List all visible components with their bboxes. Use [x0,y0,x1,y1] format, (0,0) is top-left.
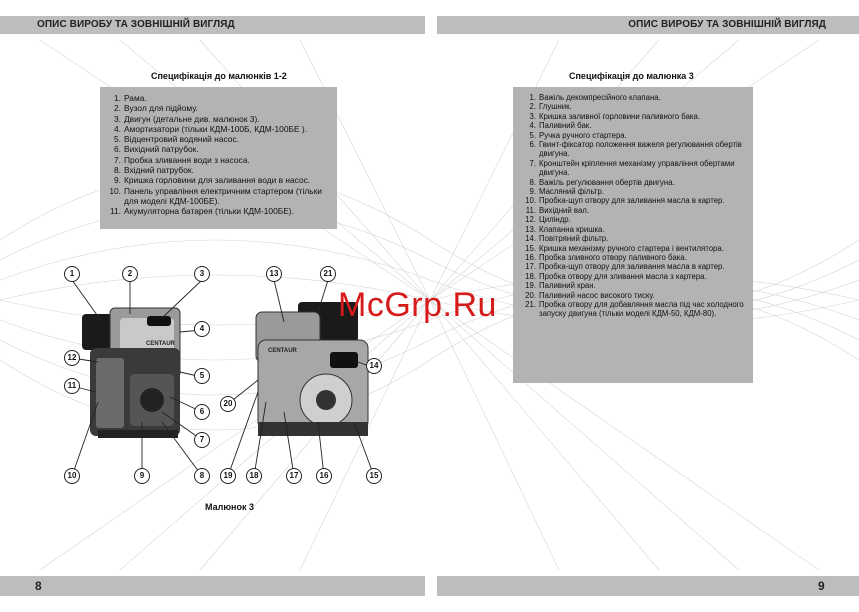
watermark: McGrp.Ru [338,286,497,324]
spec-item-number: 4. [529,121,536,131]
callout-14: 14 [366,358,382,374]
spec-item [108,134,331,144]
spec-item [108,93,331,103]
spec-item-number: 11. [109,206,121,217]
spec-item [521,253,747,262]
spec-item-text: Кришка заливної горловини паливного бака. [539,111,701,121]
spec-item [108,165,331,175]
spec-item [108,114,331,124]
spec-item-text: Важіль декомпресійного клапана. [539,93,661,102]
spec-item-text: Паливний кран. [539,281,596,291]
spec-item-number: 9. [529,187,536,197]
spec-item-number: 2. [529,102,536,112]
spec-item [521,112,747,121]
spec-item-number: 18. [525,271,536,281]
spec-item-number: 7. [114,154,121,165]
spec-item-number: 15. [525,243,536,253]
spec-item-number: 1. [114,93,121,103]
spec-item [521,196,747,205]
footer-bar-left [0,576,425,596]
spec-item [521,93,747,102]
spec-item-text: Кронштейн кріплення механізму управління обертами двигуна. [539,158,735,178]
spec-item-number: 14. [525,234,536,244]
spec-item-number: 17. [525,262,536,272]
callout-3: 3 [194,266,210,282]
spec-item-text: Акумуляторна батарея (тільки КДМ-100БЕ). [124,206,294,217]
spec-item-text: Кришка горловини для заливання води в насос. [124,175,311,186]
spec-item-text: Паливний бак. [539,121,592,131]
spec-item [521,131,747,140]
spec-item-text: Амортизатори (тільки КДМ-100Б, КДМ-100БЕ ). [124,123,308,134]
spec-item [521,102,747,111]
spec-item [521,262,747,271]
spec-item [521,272,747,281]
spec-list-right [521,93,747,319]
callout-13: 13 [266,266,282,282]
callout-17: 17 [286,468,302,484]
spec-item-number: 6. [114,144,121,155]
spec-item-number: 8. [529,177,536,187]
callout-16: 16 [316,468,332,484]
spec-item-text: Панель управління електричним стартером (тільки для моделі КДМ-100БЕ). [124,185,322,206]
spec-title-left: Специфікація до малюнків 1-2 [151,71,287,81]
callout-12: 12 [64,350,80,366]
spec-item-text: Паливний насос високого тиску. [539,290,655,300]
callout-10: 10 [64,468,80,484]
spec-item-text: Рама. [124,93,147,103]
spec-item-number: 20. [525,290,536,300]
spec-item-number: 8. [114,165,121,176]
spec-item-text: Пробка отвору для добавляння масла під час холодного запуску двигуна (тільки моделі КДМ-50, КДМ-80). [539,299,744,319]
spec-item-text: Важіль регулювання обертів двигуна. [539,177,675,187]
spec-item-number: 5. [529,130,536,140]
spec-item-text: Гвинт-фіксатор положення важеля регулювання обертів двигуна. [539,140,742,159]
spec-item-text: Вхідний патрубок. [124,165,194,176]
callout-1: 1 [64,266,80,282]
spec-item-text: Повітряний фільтр. [539,234,609,244]
spec-item-number: 19. [525,281,536,291]
callout-2: 2 [122,266,138,282]
spec-item [108,186,331,207]
spec-item-number: 3. [529,111,536,121]
spec-item [108,124,331,134]
spec-item-text: Двигун (детальне див. малюнок 3). [124,113,260,124]
spec-box-left [100,87,337,229]
spec-item-number: 10. [525,196,536,206]
spec-item-text: Відцентровий водяний насос. [124,134,239,145]
brand-label-rear: CENTAUR [268,348,297,354]
spec-item [521,140,747,159]
spec-item-text: Пробка зливання води з насоса. [124,154,250,165]
spec-item-number: 4. [114,123,121,134]
spec-item-text: Вихідний вал. [539,205,590,215]
spec-item-text: Ручка ручного стартера. [539,130,627,140]
spec-item [521,215,747,224]
spec-item [521,159,747,178]
spec-item-text: Вихідний патрубок. [124,144,199,155]
spec-item-number: 13. [525,224,536,234]
spec-item-number: 10. [109,185,121,196]
spec-item [521,281,747,290]
spec-item [521,244,747,253]
spec-item-text: Клапанна кришка. [539,224,605,234]
callout-5: 5 [194,368,210,384]
spec-item-text: Масляний фільтр. [539,187,604,197]
spec-item-number: 3. [114,113,121,124]
spec-item [521,187,747,196]
figure-caption: Малюнок 3 [205,502,254,512]
spec-item-number: 12. [525,215,536,225]
callout-21: 21 [320,266,336,282]
header-title-right: ОПИС ВИРОБУ ТА ЗОВНІШНІЙ ВИГЛЯД [628,19,826,30]
callout-9: 9 [134,468,150,484]
spec-item [108,155,331,165]
spec-item-text: Кришка механізму ручного стартера і вентилятора. [539,243,724,253]
spec-title-right: Специфікація до малюнка 3 [569,71,694,81]
callout-7: 7 [194,432,210,448]
callout-15: 15 [366,468,382,484]
spec-item-text: Пробка-щуп отвору для заливання масла в картер. [539,196,725,206]
spec-item-number: 1. [529,93,536,102]
spec-item [108,144,331,154]
spec-item [521,291,747,300]
spec-item [521,178,747,187]
spec-item-text: Пробка зливного отвору паливного бака. [539,252,687,262]
spec-item [108,103,331,113]
spec-item-number: 6. [529,140,536,150]
spec-item [521,300,747,319]
callout-8: 8 [194,468,210,484]
callout-4: 4 [194,321,210,337]
spec-item-number: 21. [525,299,536,309]
callout-6: 6 [194,404,210,420]
spec-item [521,206,747,215]
callout-18: 18 [246,468,262,484]
spec-item-text: Глушник. [539,102,572,112]
callout-11: 11 [64,378,80,394]
spec-item-text: Пробка отвору для зливання масла з картера. [539,271,707,281]
spec-item-number: 9. [114,175,121,186]
footer-bar-right [437,576,859,596]
spec-item-number: 16. [525,252,536,262]
spec-item-number: 2. [114,103,121,114]
spec-item [521,121,747,130]
spec-item [108,206,331,216]
spec-item [108,175,331,185]
page-number-left: 8 [35,579,42,593]
header-title-left: ОПИС ВИРОБУ ТА ЗОВНІШНІЙ ВИГЛЯД [37,19,235,30]
spec-item-number: 5. [114,134,121,145]
callout-19: 19 [220,468,236,484]
brand-label-front: CENTAUR [146,341,175,347]
spec-box-right [513,87,753,383]
page-number-right: 9 [818,579,825,593]
spec-item-number: 7. [529,158,536,168]
spec-item-text: Циліндр. [539,215,571,225]
spec-list-left [108,93,331,217]
spec-item-number: 11. [525,205,536,215]
spec-item [521,225,747,234]
callout-20: 20 [220,396,236,412]
spec-item [521,234,747,243]
spec-item-text: Пробка-щуп отвору для заливання масла в картер. [539,262,725,272]
spec-item-text: Вузол для підйому. [124,103,198,114]
